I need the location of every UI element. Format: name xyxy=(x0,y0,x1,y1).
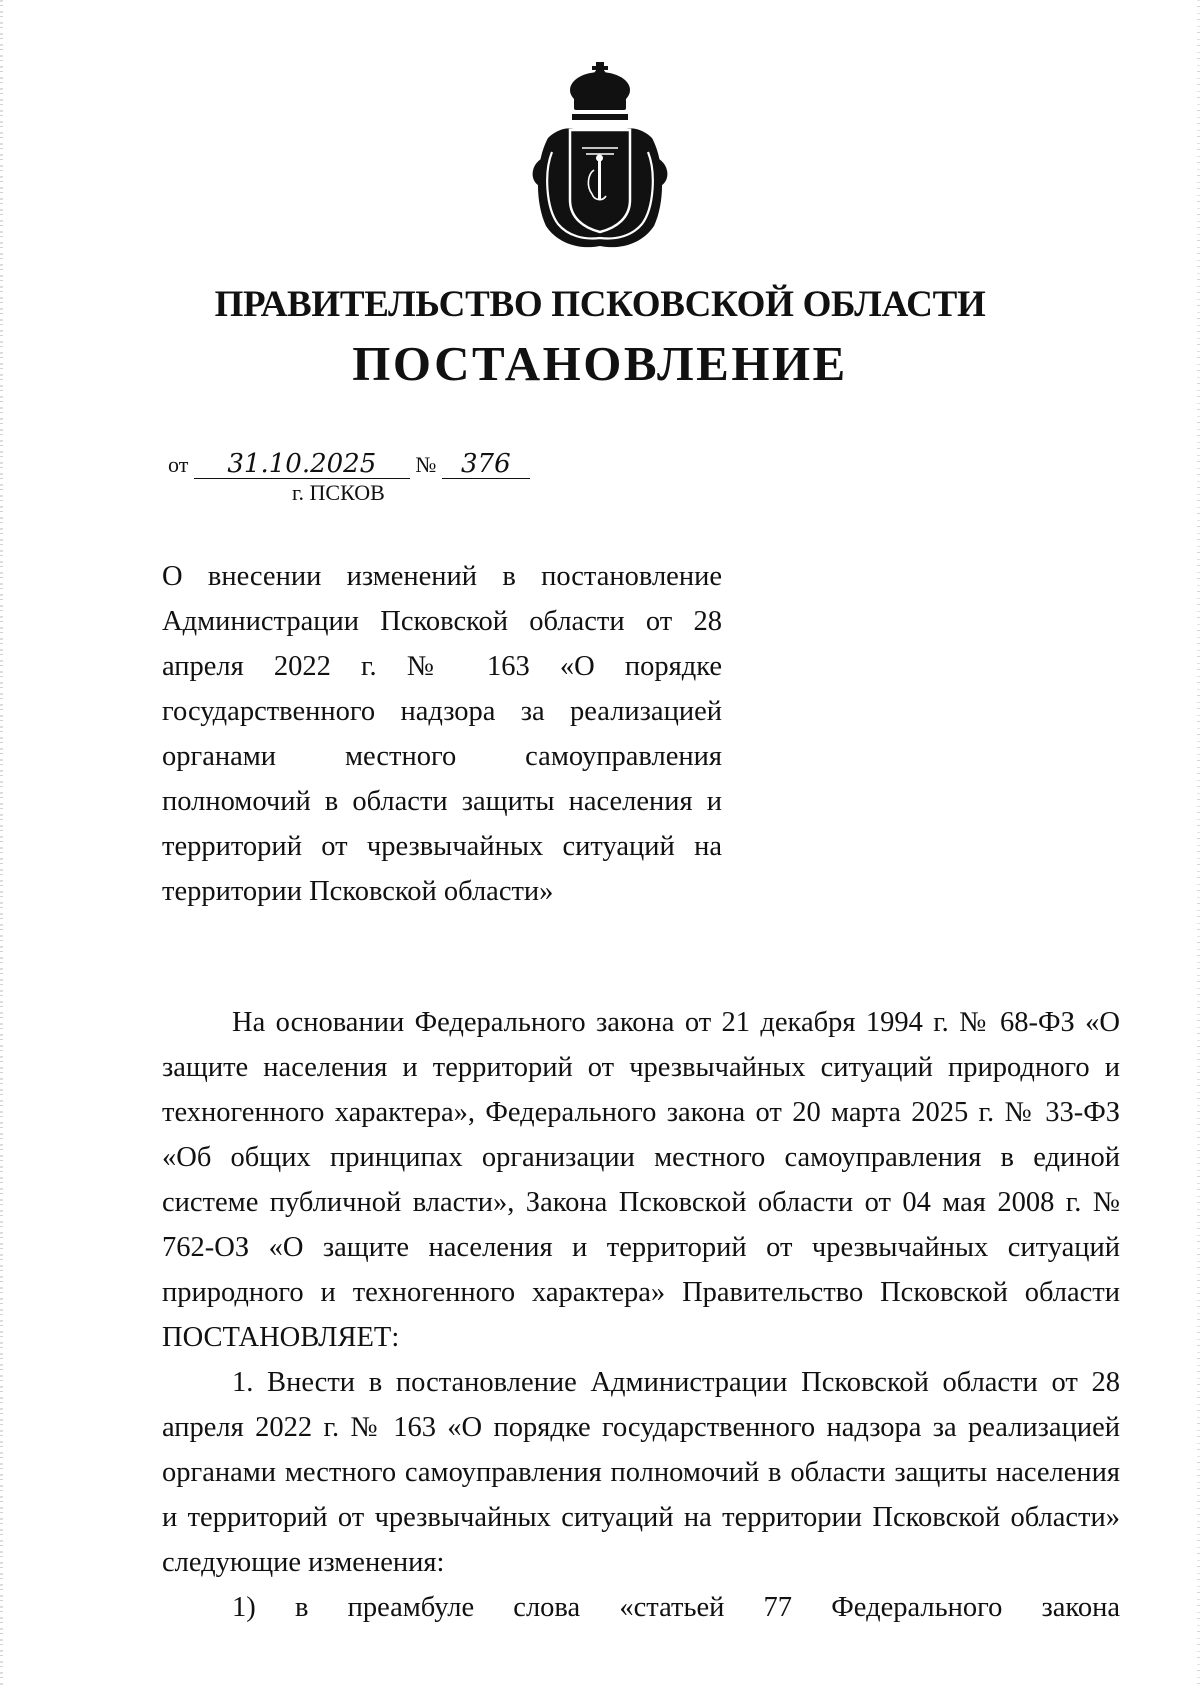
date-prefix: от xyxy=(168,452,189,477)
scan-edge-left xyxy=(0,0,3,1686)
document-subject: О внесении изменений в постановление Администрации Псковской области от 28 апреля 2022 г. № 163 «О порядке государственного надзора за реализацией органами местного самоуправления полномочий в области защиты населения и территорий от чрезвычайных ситуаций на территории Псковской области» xyxy=(162,561,722,907)
preamble-paragraph: На основании Федерального закона от 21 декабря 1994 г. № 68-ФЗ «О защите населения и территорий от чрезвычайных ситуаций природного и техногенного характера», Федерального закона от 20 марта 2025 г. № 33-ФЗ «Об общих принципах организации местного самоуправления в единой системе публичной власти», Закона Псковской области от 04 мая 2008 г. № 762-ОЗ «О защите населения и территорий от чрезвычайных ситуаций природного и техногенного характера» Правительство Псковской области ПОСТАНОВЛЯЕТ: xyxy=(162,1007,1120,1353)
document-city: г. ПСКОВ xyxy=(292,480,385,505)
document-requisites xyxy=(168,450,530,479)
document-body xyxy=(162,1000,1120,1630)
pskov-region-coat-of-arms-icon xyxy=(528,60,672,250)
item-1-subitem-1-paragraph: 1) в преамбуле слова «статьей 77 Федерального закона xyxy=(232,1592,1120,1623)
item-1-paragraph: 1. Внести в постановление Администрации Псковской области от 28 апреля 2022 г. № 163 «О порядке государственного надзора за реализацией органами местного самоуправления полномочий в области защиты населения и территорий от чрезвычайных ситуаций на территории Псковской области» следующие изменения: xyxy=(162,1367,1120,1578)
document-date: 31.10.2025 xyxy=(194,450,410,479)
number-prefix: № xyxy=(415,452,437,477)
document-type-title: ПОСТАНОВЛЕНИЕ xyxy=(352,336,848,391)
government-title: ПРАВИТЕЛЬСТВО ПСКОВСКОЙ ОБЛАСТИ xyxy=(214,284,986,325)
document-number: 376 xyxy=(442,450,530,479)
